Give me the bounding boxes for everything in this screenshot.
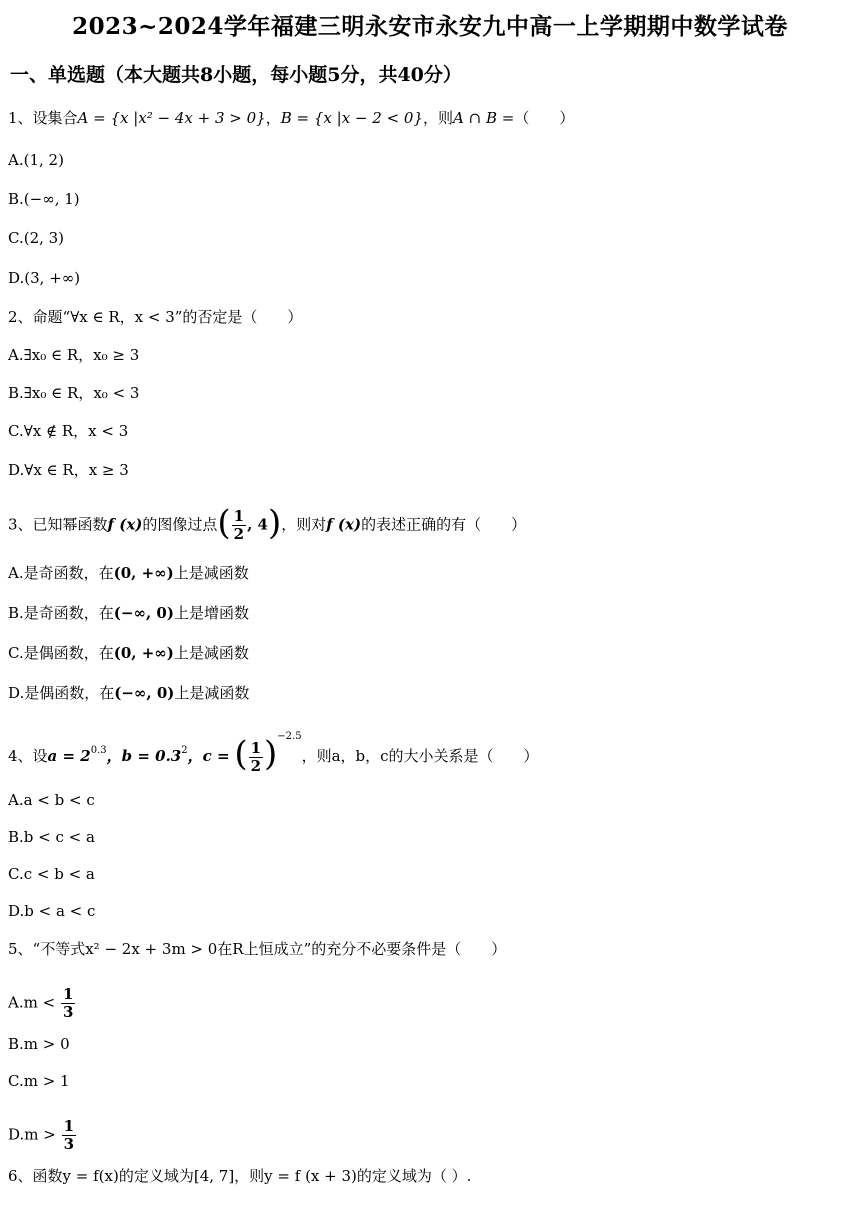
q3-lparen: ( xyxy=(217,502,231,543)
q3-mid: 的图像过点 xyxy=(142,515,218,534)
q2-option-d[interactable]: D.∀x ∈ R，x ≥ 3 xyxy=(8,461,129,479)
q4-c-exp: −2.5 xyxy=(277,731,302,742)
q3-option-a[interactable] xyxy=(8,563,249,583)
q3-point-den: 2 xyxy=(233,525,245,543)
q3-point-fraction xyxy=(232,508,246,543)
q3-c-interval: (0, +∞) xyxy=(113,644,174,662)
section-heading: 一、单选题（本大题共8小题，每小题5分，共40分） xyxy=(10,64,462,86)
q3-d-label: D.是偶函数，在 xyxy=(8,684,115,702)
q2-option-a[interactable]: A.∃x₀ ∈ R，x₀ ≥ 3 xyxy=(8,346,140,364)
q4-prefix: 4、设 xyxy=(8,747,48,765)
q5-d-fraction xyxy=(62,1118,76,1153)
q1-set-b: B = {x |x − 2 < 0} xyxy=(280,109,424,127)
q1-sep: ， xyxy=(265,109,281,127)
q3-c-tail: 上是减函数 xyxy=(173,644,249,662)
q5-d-den: 3 xyxy=(63,1135,75,1153)
q5-a-fraction xyxy=(61,986,75,1021)
q3-rparen: ) xyxy=(267,502,282,543)
q5-option-a[interactable] xyxy=(8,986,76,1021)
q3-b-label: B.是奇函数，在 xyxy=(8,604,114,622)
q5-d-prefix: D.m > xyxy=(8,1125,56,1144)
q3-fx-2: f (x) xyxy=(326,515,362,534)
q5-option-d[interactable] xyxy=(8,1118,77,1153)
q3-suffix: 的表述正确的有（ ） xyxy=(361,515,527,534)
question-2-stem: 2、命题“∀x ∈ R，x < 3”的否定是（ ） xyxy=(8,308,303,326)
q1-option-b[interactable]: B.(−∞, 1) xyxy=(8,190,80,208)
q4-b-expr: ，b = 0.3 xyxy=(106,747,182,765)
q4-suffix: ，则a，b，c的大小关系是（ ） xyxy=(301,747,539,765)
q1-option-c[interactable]: C.(2, 3) xyxy=(8,229,65,247)
q3-fx: f (x) xyxy=(107,515,143,534)
q5-a-den: 3 xyxy=(62,1003,74,1021)
question-3-stem xyxy=(8,502,527,543)
q2-option-b[interactable]: B.∃x₀ ∈ R，x₀ < 3 xyxy=(8,384,140,402)
q3-option-b[interactable] xyxy=(8,603,249,623)
q1-expr: A ∩ B = xyxy=(453,109,515,127)
q5-option-c[interactable]: C.m > 1 xyxy=(8,1072,70,1090)
q4-option-a[interactable]: A.a < b < c xyxy=(8,791,95,809)
q3-d-tail: 上是减函数 xyxy=(174,684,250,702)
q5-option-b[interactable]: B.m > 0 xyxy=(8,1035,70,1053)
question-6-stem: 6、函数y = f(x)的定义域为[4, 7]，则y = f (x + 3)的定义域为（ ）. xyxy=(8,1167,472,1185)
q3-option-c[interactable] xyxy=(8,643,249,663)
q3-b-tail: 上是增函数 xyxy=(173,604,249,622)
q4-option-c[interactable]: C.c < b < a xyxy=(8,865,95,883)
q4-c-expr: ，c = xyxy=(187,747,230,765)
q2-option-c[interactable]: C.∀x ∉ R，x < 3 xyxy=(8,422,129,440)
q3-a-label: A.是奇函数，在 xyxy=(8,564,114,582)
q1-option-d[interactable]: D.(3, +∞) xyxy=(8,269,81,287)
question-1-stem xyxy=(8,108,574,128)
q3-a-tail: 上是减函数 xyxy=(173,564,249,582)
q1-blank: （ ） xyxy=(514,109,575,127)
q3-prefix: 3、已知幂函数 xyxy=(8,515,108,534)
q4-a-exp: 0.3 xyxy=(90,745,107,756)
q5-a-prefix: A.m < xyxy=(8,993,56,1012)
q3-option-d[interactable] xyxy=(8,683,249,703)
q4-option-d[interactable]: D.b < a < c xyxy=(8,902,96,920)
q5-a-num: 1 xyxy=(62,985,74,1003)
q4-lparen: ( xyxy=(234,734,248,774)
q3-point-num: 1 xyxy=(233,507,245,525)
q1-suffix: ，则 xyxy=(423,109,454,127)
q4-option-b[interactable]: B.b < c < a xyxy=(8,828,95,846)
q1-prefix: 1、设集合 xyxy=(8,109,78,127)
q4-rparen: ) xyxy=(264,734,278,774)
q1-set-a: A = {x |x² − 4x + 3 > 0} xyxy=(77,109,266,127)
question-5-stem: 5、“不等式x² − 2x + 3m > 0在R上恒成立”的充分不必要条件是（ ） xyxy=(8,940,507,958)
question-4-stem xyxy=(8,731,539,775)
q3-b-interval: (−∞, 0) xyxy=(113,604,174,622)
q3-point-rest: , 4 xyxy=(247,515,268,534)
q1-option-a[interactable]: A.(1, 2) xyxy=(8,151,64,169)
q3-d-interval: (−∞, 0) xyxy=(114,684,175,702)
q4-b-exp: 2 xyxy=(181,745,188,756)
q4-c-fraction xyxy=(249,740,263,775)
q4-c-num: 1 xyxy=(250,738,262,757)
q4-a-expr: a = 2 xyxy=(47,747,91,765)
q5-d-num: 1 xyxy=(63,1117,75,1135)
q3-mid2: ，则对 xyxy=(281,515,327,534)
q3-c-label: C.是偶函数，在 xyxy=(8,644,114,662)
q3-a-interval: (0, +∞) xyxy=(113,564,174,582)
exam-title: 2023~2024学年福建三明永安市永安九中高一上学期期中数学试卷 xyxy=(72,13,788,40)
q4-c-den: 2 xyxy=(250,756,262,775)
